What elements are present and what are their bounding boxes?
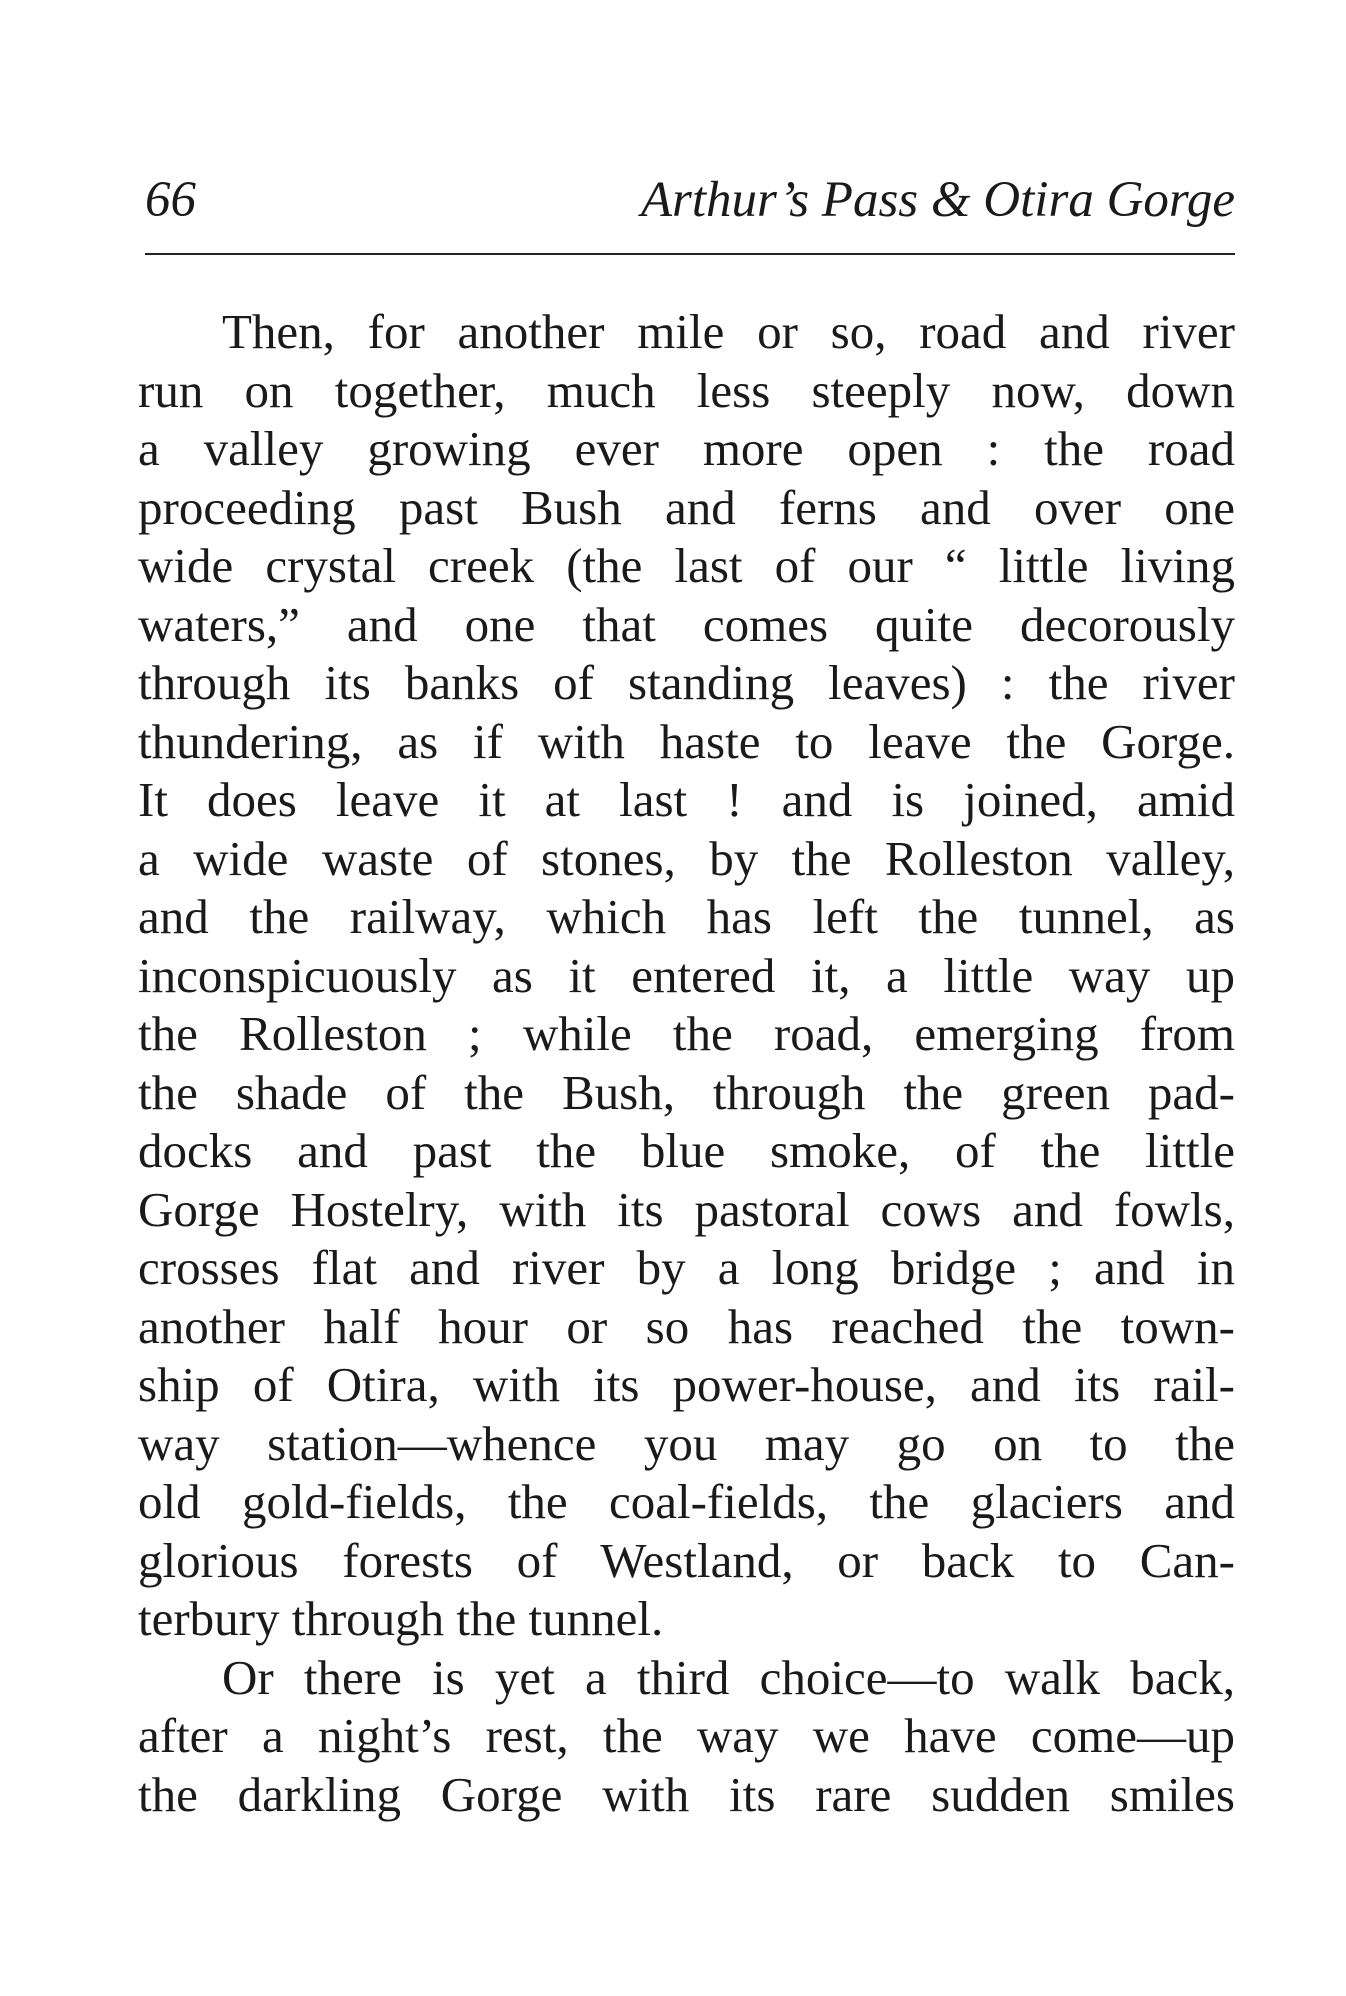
text-line: docks and past the blue smoke, of the little [138,1123,1235,1178]
text-line: after a night’s rest, the way we have come—up [138,1708,1235,1763]
text-line: through its banks of standing leaves) : the river [138,655,1235,710]
text-line: Or there is yet a third choice—to walk back, [222,1649,1235,1705]
header-rule [145,253,1235,255]
text-line: ship of Otira, with its power-house, and its rail- [138,1357,1235,1412]
text-line: proceeding past Bush and ferns and over one [138,479,1235,535]
text-line: a wide waste of stones, by the Rolleston valley, [138,830,1235,886]
running-head [145,160,1235,240]
text-line: another half hour or so has reached the town- [138,1298,1235,1354]
text-line: old gold-fields, the coal-fields, the glaciers and [138,1474,1235,1529]
text-line: waters,” and one that comes quite decorously [138,596,1235,652]
text-line: the shade of the Bush, through the green pad- [138,1064,1235,1120]
page-number: 66 [145,172,196,228]
text-line: terbury through the tunnel. [138,1591,664,1646]
text-line: way station—whence you may go on to the [138,1415,1235,1471]
text-line: crosses flat and river by a long bridge ; and in [138,1240,1235,1295]
text-line: the Rolleston ; while the road, emerging from [138,1006,1235,1061]
text-line: glorious forests of Westland, or back to Can- [138,1532,1235,1588]
running-title: Arthur’s Pass & Otira Gorge [640,172,1235,228]
body-text [138,303,1235,1824]
text-line: run on together, much less steeply now, down [138,362,1235,418]
text-line: a valley growing ever more open : the road [138,421,1235,476]
text-line: Gorge Hostelry, with its pastoral cows and fowls, [138,1181,1235,1237]
text-line: It does leave it at last ! and is joined, amid [138,772,1235,827]
text-line: thundering, as if with haste to leave the Gorge. [138,713,1235,769]
text-line: and the railway, which has left the tunnel, as [138,889,1235,944]
text-line: wide crystal creek (the last of our “ little living [138,538,1235,593]
text-line: Then, for another mile or so, road and river [222,304,1235,359]
text-line: inconspicuously as it entered it, a little way up [138,947,1235,1003]
text-line: the darkling Gorge with its rare sudden smiles [138,1766,1235,1822]
